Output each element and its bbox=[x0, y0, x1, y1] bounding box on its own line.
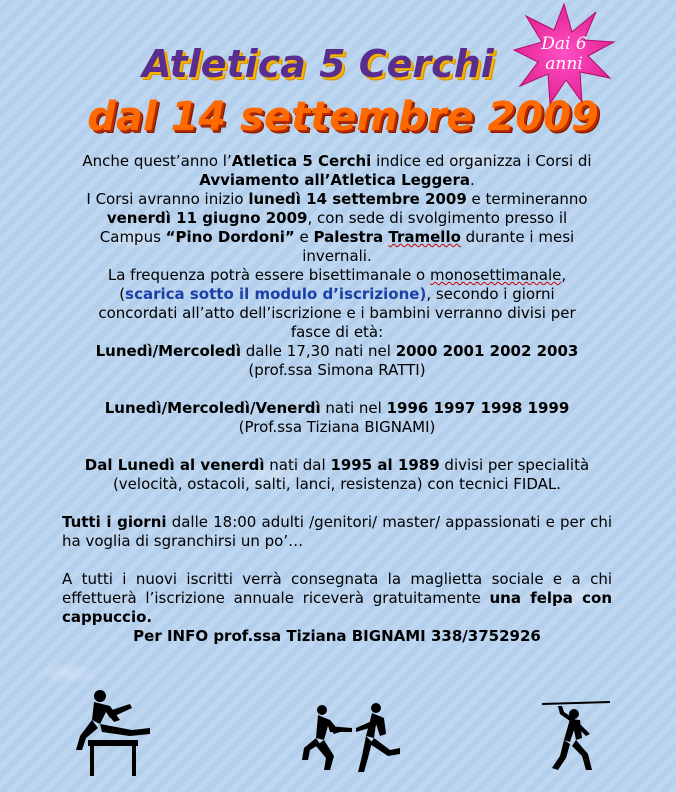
group-2: Lunedì/Mercoledì/Venerdì nati nel 1996 1997 1998 1999 (Prof.ssa Tiziana BIGNAMI) bbox=[104, 399, 570, 436]
flyer-body bbox=[62, 152, 612, 646]
end-date: venerdì 11 giugno 2009 bbox=[106, 209, 308, 227]
intro-paragraph: Anche quest’anno l’Atletica 5 Cerchi indice ed organizza i Corsi di Avviamento all’Atletica Leggera. I Corsi avranno inizio lunedì 14 settembre 2009 e termineranno venerdì 11 giugno 2009, con sede di svolgimento presso il Campus “Pino Dordoni” e Palestra Tramello durante i mesi invernali. La frequenza potrà essere bisettimanale o monosettimanale, (scarica sotto il modulo d’iscrizione), secondo i giorni concordati all’atto dell’iscrizione e i bambini verranno divisi per fasce di età: bbox=[82, 152, 592, 341]
group-3: Dal Lunedì al venerdì nati dal 1995 al 1989 divisi per specialità (velocità, ostacoli, salti, lanci, resistenza) con tecnici FIDAL. bbox=[84, 456, 590, 493]
club-name: Atletica 5 Cerchi bbox=[231, 152, 372, 170]
download-form-link[interactable]: scarica sotto il modulo d’iscrizione) bbox=[125, 285, 427, 303]
title-line-2: dal 14 settembre 2009 bbox=[87, 94, 599, 140]
relay-runners-icon bbox=[300, 700, 410, 780]
gift-paragraph: A tutti i nuovi iscritti verrà consegnata la maglietta sociale e a chi effettuerà l’iscrizione annuale riceverà gratuitamente una felpa con cappuccio. bbox=[62, 570, 613, 626]
title-line-1: Atletica 5 Cerchi bbox=[142, 42, 494, 86]
course-name: Avviamento all’Atletica Leggera bbox=[199, 171, 470, 189]
contact-info: Per INFO prof.ssa Tiziana BIGNAMI 338/3752926 bbox=[133, 627, 541, 645]
adults-paragraph: Tutti i giorni dalle 18:00 adulti /genitori/ master/ appassionati e per chi ha voglia di sgranchirsi un po’… bbox=[62, 513, 613, 550]
campus-name: “Pino Dordoni” bbox=[165, 228, 295, 246]
start-date: lunedì 14 settembre 2009 bbox=[248, 190, 467, 208]
hurdler-icon bbox=[70, 684, 166, 780]
javelin-thrower-icon bbox=[540, 694, 620, 778]
gym-name: Palestra Tramello bbox=[313, 228, 461, 246]
age-badge: Dai 6 anni bbox=[541, 34, 587, 74]
group-1: Lunedì/Mercoledì dalle 17,30 nati nel 2000 2001 2002 2003 (prof.ssa Simona RATTI) bbox=[95, 342, 579, 379]
